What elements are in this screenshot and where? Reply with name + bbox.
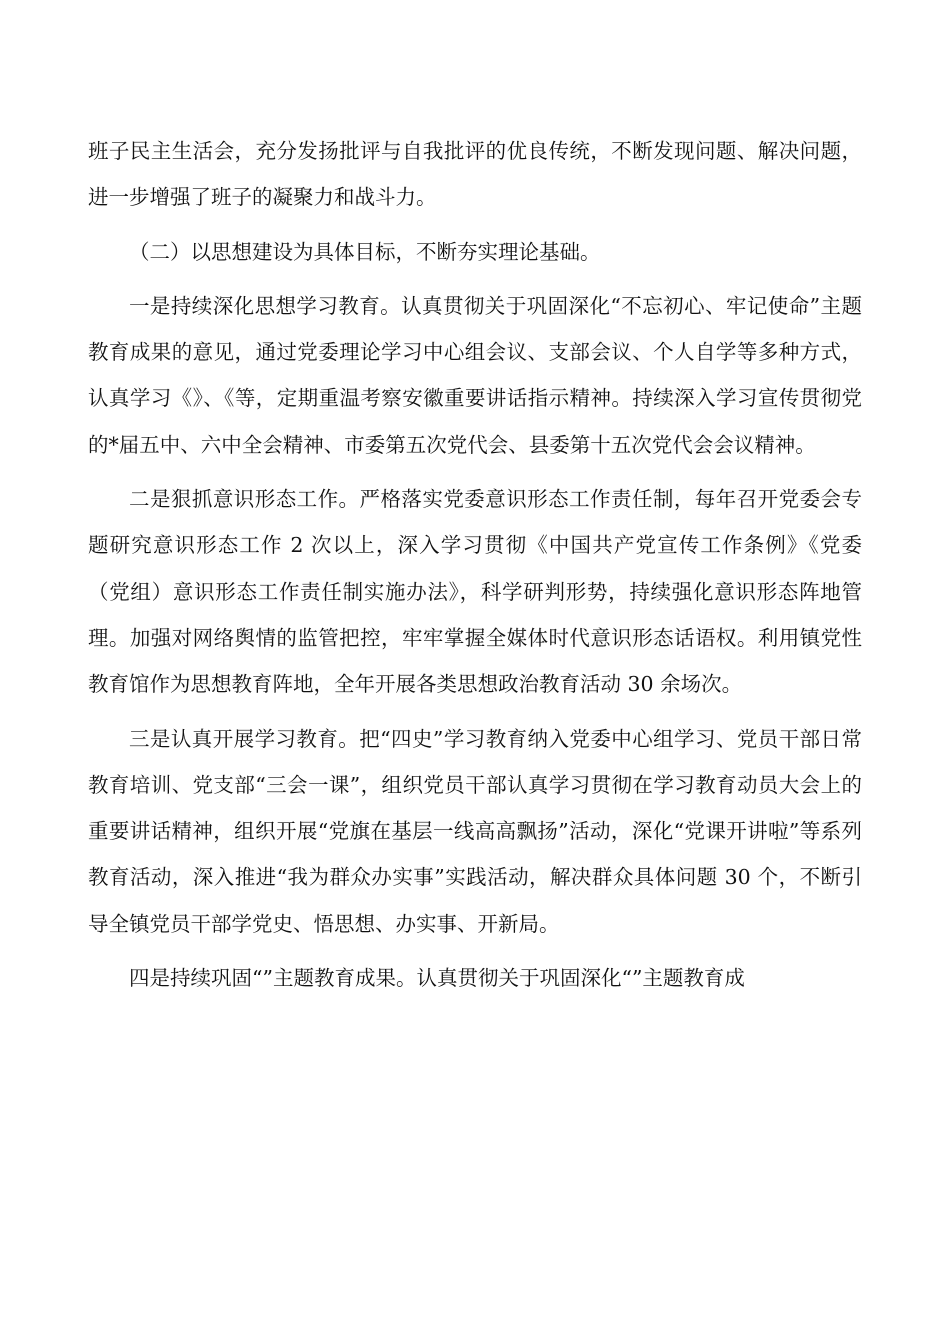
paragraph-ideology-work: 二是狠抓意识形态工作。严格落实党委意识形态工作责任制，每年召开党委会专题研究意识形态工作 2 次以上，深入学习贯彻《中国共产党宣传工作条例》《党委（党组）意识形态工作责任制实施办法》，科学研判形势，持续强化意识形态阵地管理。加强对网络舆情的监管把控，牢牢掌握全媒体时代意识形态话语权。利用镇党性教育馆作为思想教育阵地，全年开展各类思想政治教育活动 30 余场次。	[88, 487, 862, 697]
paragraph-theme-education: 四是持续巩固“”主题教育成果。认真贯彻关于巩固深化“”主题教育成	[129, 966, 745, 991]
paragraph-ideological-study: 一是持续深化思想学习教育。认真贯彻关于巩固深化“不忘初心、牢记使命”主题教育成果的意见，通过党委理论学习中心组会议、支部会议、个人自学等多种方式，认真学习《》、《等，定期重温考察安徽重要讲话指示精神。持续深入学习宣传贯彻党的*届五中、六中全会精神、市委第五次党代会、县委第十五次党代会会议精神。	[88, 293, 862, 457]
document-body	[88, 128, 862, 1001]
section-heading: （二）以思想建设为具体目标，不断夯实理论基础。	[129, 239, 601, 264]
paragraph-study-education: 三是认真开展学习教育。把“四史”学习教育纳入党委中心组学习、党员干部日常教育培训、党支部“三会一课”，组织党员干部认真学习贯彻在学习教育动员大会上的重要讲话精神，组织开展“党旗在基层一线高高飘扬”活动，深化“党课开讲啦”等系列教育活动，深入推进“我为群众办实事”实践活动，解决群众具体问题 30 个，不断引导全镇党员干部学党史、悟思想、办实事、开新局。	[88, 726, 862, 936]
paragraph-continuation: 班子民主生活会，充分发扬批评与自我批评的优良传统，不断发现问题、解决问题，进一步增强了班子的凝聚力和战斗力。	[88, 139, 862, 210]
